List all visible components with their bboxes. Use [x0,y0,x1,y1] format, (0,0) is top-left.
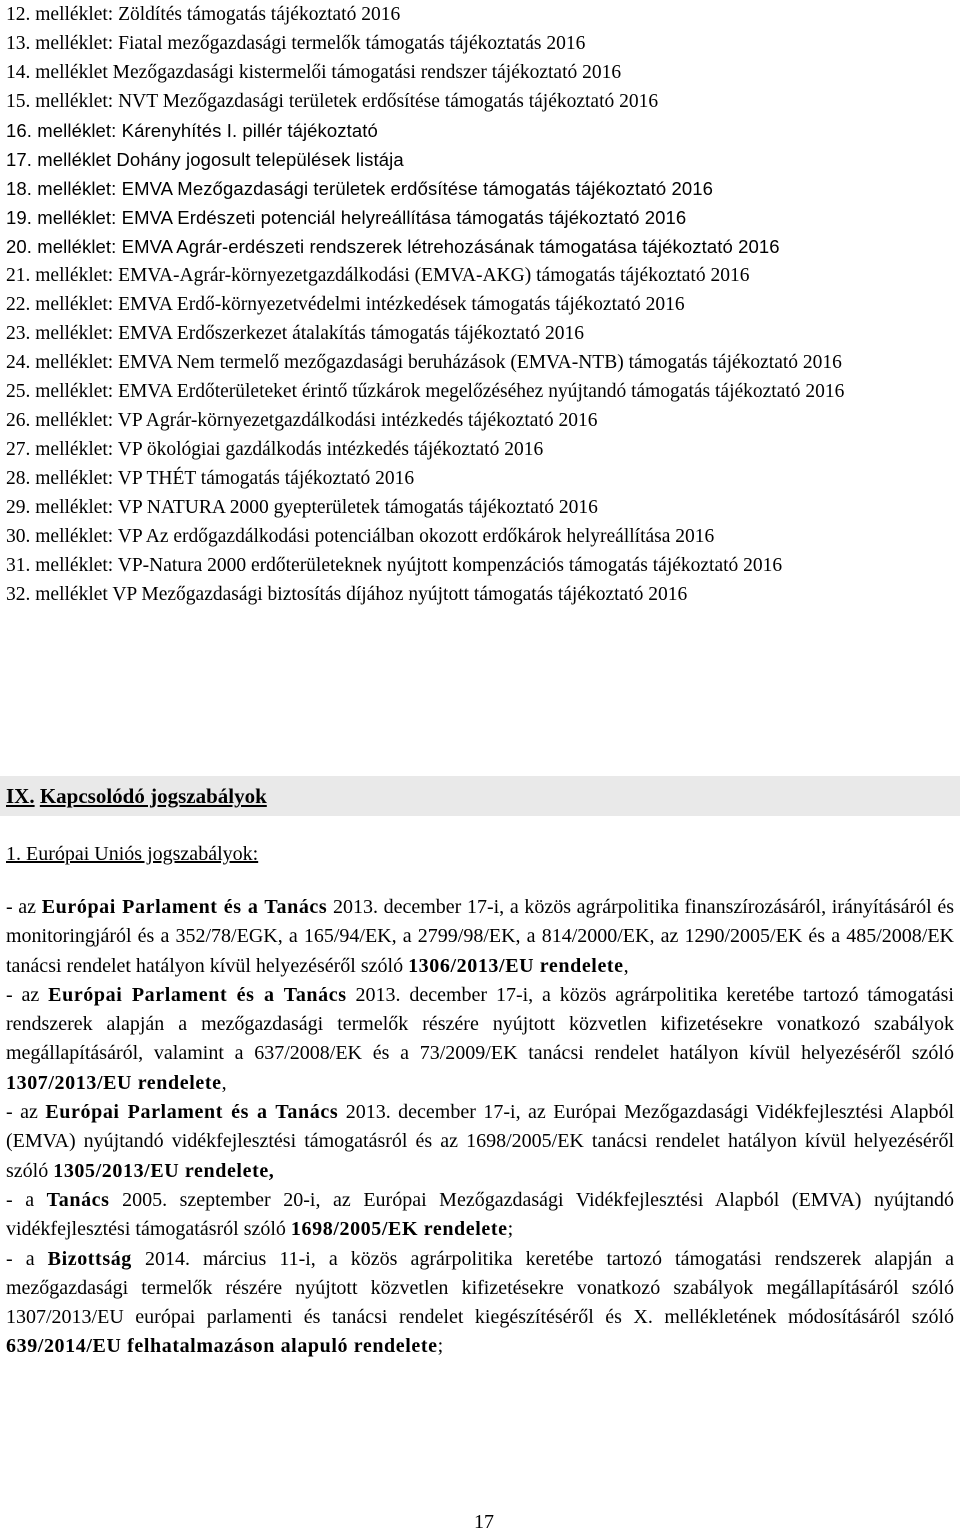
regulation-item [6,1098,954,1186]
annex-item: 32. melléklet VP Mezőgazdasági biztosítás díjához nyújtott támogatás tájékoztató 2016 [6,584,688,605]
annex-item: 23. melléklet: EMVA Erdőszerkezet átalakítás támogatás tájékoztató 2016 [6,323,584,344]
regulation-prefix: - a [6,1188,47,1211]
regulation-issuer: Európai Parlament és a Tanács [41,896,328,918]
annex-item: 15. melléklet: NVT Mezőgazdasági területek erdősítése támogatás tájékoztató 2016 [6,91,659,112]
annex-item: 13. melléklet: Fiatal mezőgazdasági termelők támogatás tájékoztatás 2016 [6,33,586,54]
regulation-text: 2014. március 11-i, a közös agrárpolitika keretébe tartozó támogatási rendszerek alapján a mezőgazdasági termelők részére nyújtott közvetlen kifizetésekre vonatkozó szabályok megállapításáról szóló 1307/2013/EU európai parlamenti és tanácsi rendelet kiegészítéséről és X. mellékletének módosításáról szóló [6,1247,954,1329]
annex-item: 19. melléklet: EMVA Erdészeti potenciál helyreállítása támogatás tájékoztató 2016 [6,207,687,228]
regulation-issuer: Európai Parlament és a Tanács [48,983,347,1006]
regulation-prefix: - az [6,983,49,1006]
regulation-reference: 639/2014/EU felhatalmazáson alapuló rendelete [6,1335,438,1358]
page-number: 17 [474,1511,494,1533]
section-title: Kapcsolódó jogszabályok [39,784,267,808]
regulation-item [6,893,954,981]
regulation-issuer: Európai Parlament és a Tanács [45,1101,339,1124]
regulation-item [6,981,954,1098]
regulation-suffix: ; [437,1335,444,1358]
annex-item: 31. melléklet: VP-Natura 2000 erdőterületeknek nyújtott kompenzációs támogatás tájékoztató 2016 [6,555,783,576]
regulation-text: 2013. december 17-i, a közös agrárpolitika finanszírozásáról, irányításáról és monitoringjáról és a 352/78/EGK, a 165/94/EK, a 2799/98/EK, a 814/2000/EK, az 1290/2005/EK és a 485/2008/EK tanácsi rendelet hatályon kívül helyezéséről szóló [6,896,954,977]
regulation-list [6,893,954,1362]
regulation-issuer: Tanács [46,1188,110,1211]
annex-item: 20. melléklet: EMVA Agrár-erdészeti rendszerek létrehozásának támogatása tájékoztató 2016 [6,236,780,257]
annex-item: 24. melléklet: EMVA Nem termelő mezőgazdasági beruházások (EMVA-NTB) támogatás tájékoztató 2016 [6,352,842,373]
regulation-issuer: Bizottság [47,1247,132,1270]
annex-item: 21. melléklet: EMVA-Agrár-környezetgazdálkodási (EMVA-AKG) támogatás tájékoztató 2016 [6,265,750,286]
regulation-reference: 1698/2005/EK rendelete [290,1218,508,1241]
annex-item: 29. melléklet: VP NATURA 2000 gyepterületek támogatás tájékoztató 2016 [6,497,598,518]
regulation-suffix: , [221,1071,227,1094]
regulation-suffix: ; [507,1218,514,1241]
annex-item: 25. melléklet: EMVA Erdőterületeket érintő tűzkárok megelőzéséhez nyújtandó támogatás tájékoztató 2016 [6,381,845,402]
regulation-prefix: - az [6,896,42,918]
regulation-item [6,1186,954,1245]
regulation-reference: 1305/2013/EU rendelete, [53,1159,275,1182]
annex-item: 16. melléklet: Kárenyhítés I. pillér tájékoztató [6,120,378,141]
regulation-text: 2013. december 17-i, a közös agrárpolitika keretébe tartozó támogatási rendszerek alapján a mezőgazdasági termelők részére nyújtott közvetlen kifizetésekre vonatkozó szabályok megállapításáról, valamint a 637/2008/EK és a 73/2009/EK tanácsi rendelet hatályon kívül helyezéséről szóló [6,983,954,1065]
regulation-text: 2013. december 17-i, az Európai Mezőgazdasági Vidékfejlesztési Alapból (EMVA) nyújtandó vidékfejlesztési támogatásról és az 1698/2005/EK tanácsi rendelet hatályon kívül helyezéséről szóló [6,1101,954,1182]
regulation-prefix: - a [6,1247,48,1270]
regulation-suffix: , [623,954,629,977]
regulation-text: 2005. szeptember 20-i, az Európai Mezőgazdasági Vidékfejlesztési Alapból (EMVA) nyújtandó vidékfejlesztési támogatásról szóló [6,1188,954,1241]
section-heading [6,781,267,811]
annex-item: 26. melléklet: VP Agrár-környezetgazdálkodási intézkedés tájékoztató 2016 [6,410,598,431]
regulation-item [6,1245,954,1362]
section-number: IX. [6,784,35,808]
annex-list [6,0,954,609]
annex-item: 14. melléklet Mezőgazdasági kistermelői támogatási rendszer tájékoztató 2016 [6,62,622,83]
annex-item: 12. melléklet: Zöldítés támogatás tájékoztató 2016 [6,4,401,25]
annex-item: 30. melléklet: VP Az erdőgazdálkodási potenciálban okozott erdőkárok helyreállítása 2016 [6,526,715,547]
regulation-prefix: - az [6,1101,46,1124]
annex-item: 27. melléklet: VP ökológiai gazdálkodás intézkedés tájékoztató 2016 [6,439,544,460]
regulation-reference: 1306/2013/EU rendelete [408,954,624,977]
annex-item: 17. melléklet Dohány jogosult települések listája [6,149,404,170]
eu-legislation-subheading: 1. Európai Uniós jogszabályok: [6,843,259,865]
annex-item: 18. melléklet: EMVA Mezőgazdasági területek erdősítése támogatás tájékoztató 2016 [6,178,714,199]
annex-item: 28. melléklet: VP THÉT támogatás tájékoztató 2016 [6,468,415,489]
regulation-reference: 1307/2013/EU rendelete [6,1071,222,1094]
annex-item: 22. melléklet: EMVA Erdő-környezetvédelmi intézkedések támogatás tájékoztató 2016 [6,294,685,315]
